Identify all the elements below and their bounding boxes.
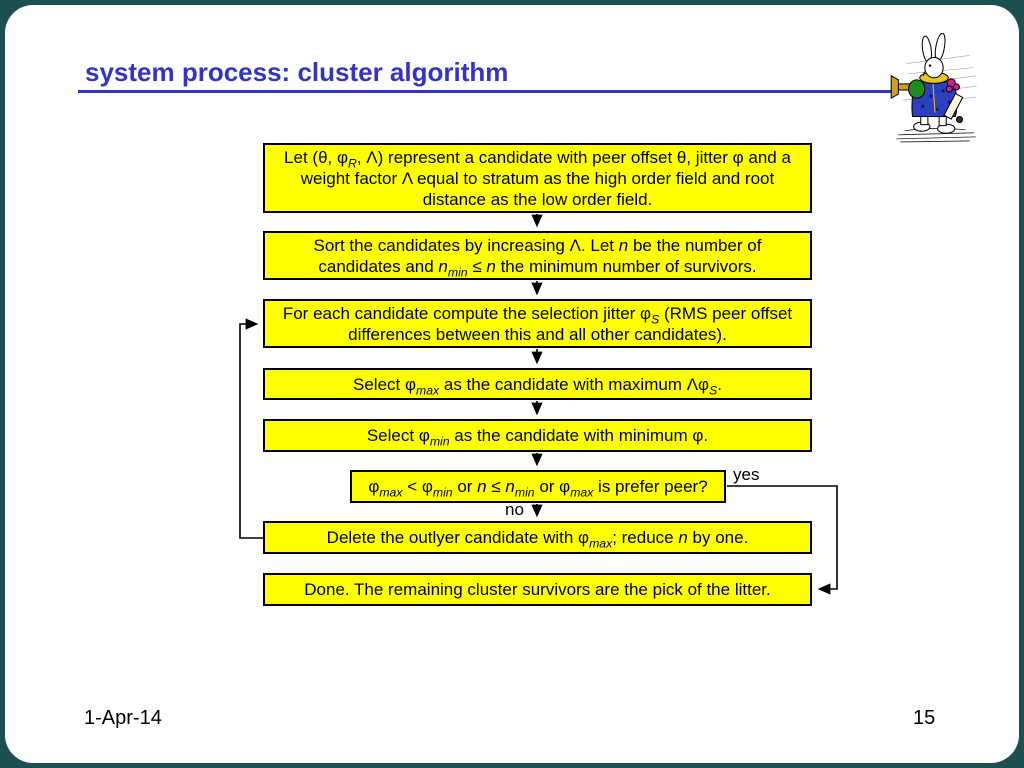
let-candidate-box: Let (θ, $\varphi_R$, Λ) represent a candidate with peer offset θ, jitter φ and a weight factor Λ equal to stratum as the high order field and root distance as the low order field. — [263, 143, 812, 213]
label-no: no — [505, 500, 524, 519]
select-min-box: Select $\varphi_{min}$ as the candidate with minimum φ. — [263, 419, 812, 452]
footer-date: 1-Apr-14 — [84, 707, 162, 729]
delete-outlyer-box: Delete the outlyer candidate with $\varphi_{max}$; reduce n by one. — [263, 521, 812, 554]
sort-candidates-box: Sort the candidates by increasing Λ. Let n be the number of candidates and $n_{min} \le n$ the minimum number of survivors. — [263, 231, 812, 280]
label-yes: yes — [733, 465, 760, 484]
decision-box: $\varphi_{max} < \varphi_{min}$ or $n \le n_{min}$ or $\varphi_{max}$ is prefer peer? — [350, 470, 726, 503]
rabbit-figure — [891, 33, 962, 133]
slide — [5, 5, 1019, 763]
title-underline — [78, 90, 893, 93]
connector-loop-back — [240, 324, 263, 538]
selection-jitter-box: For each candidate compute the selection jitter $\varphi_S$ (RMS peer offset differences between this and all other candidates). — [263, 299, 812, 348]
white-rabbit-icon — [888, 33, 980, 145]
page-title: system process: cluster algorithm — [85, 57, 509, 87]
ground-hatch — [896, 128, 975, 142]
select-max-box: Select $\varphi_{max}$ as the candidate with maximum $\Lambda\varphi_S$. — [263, 368, 812, 400]
page-number: 15 — [913, 707, 936, 729]
done-box: Done. The remaining cluster survivors are the pick of the litter. — [263, 573, 812, 606]
